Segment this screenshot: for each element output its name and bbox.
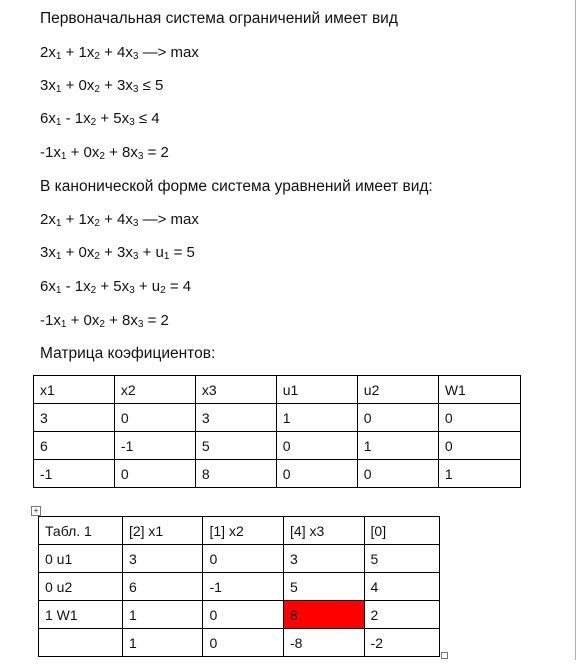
table-cell[interactable]: 1 [122, 629, 203, 657]
equation-term: + 5x [96, 110, 130, 127]
header-cell[interactable]: Табл. 1 [39, 517, 123, 545]
header-cell[interactable]: W1 [438, 376, 520, 404]
table-cell[interactable]: 3 [34, 404, 115, 432]
equation-term: = 5 [169, 244, 195, 261]
equation-term: + u [134, 278, 161, 295]
equation-term: + 8x [104, 144, 138, 161]
table-row [34, 404, 521, 432]
equation-line [40, 211, 199, 229]
subscript: 3 [129, 117, 135, 128]
equation-line [40, 244, 195, 262]
header-row [34, 376, 521, 404]
table-cell[interactable]: 0 [357, 460, 438, 488]
coefficient-matrix-table [33, 375, 521, 488]
equation-term: + 4x [99, 211, 133, 228]
table-move-handle-icon[interactable]: + [31, 506, 41, 516]
subscript: 1 [55, 218, 62, 229]
equation-term: + 5x [96, 278, 130, 295]
table-cell[interactable]: 1 [122, 601, 203, 629]
table-cell[interactable]: 0 u1 [39, 545, 123, 573]
table-cell[interactable]: 1 [357, 432, 438, 460]
equation-term: = 2 [143, 312, 169, 329]
table-cell[interactable]: 8 [195, 460, 276, 488]
table-cell[interactable]: 1 [276, 404, 357, 432]
subscript: 3 [132, 218, 139, 229]
table-cell[interactable]: -1 [203, 573, 284, 601]
equation-term: 2x [40, 44, 56, 61]
header-cell[interactable]: [2] x1 [122, 517, 203, 545]
table-row [34, 432, 521, 460]
table-row [39, 545, 440, 573]
subscript: 3 [132, 84, 139, 95]
header-cell[interactable]: [1] x2 [203, 517, 284, 545]
table-cell[interactable]: 5 [195, 432, 276, 460]
table-resize-handle-icon[interactable] [441, 652, 448, 659]
equation-term: —> max [138, 211, 199, 228]
table-cell[interactable]: 0 [357, 404, 438, 432]
table-cell[interactable]: 3 [195, 404, 276, 432]
equation-term: + 0x [61, 244, 95, 261]
table-cell[interactable]: 5 [284, 573, 365, 601]
equation-term: + 8x [104, 312, 138, 329]
subscript: 2 [90, 285, 97, 296]
subscript: 3 [132, 251, 139, 262]
equation-line [40, 77, 163, 95]
table-cell[interactable]: 0 [276, 460, 357, 488]
table-cell[interactable]: -1 [34, 460, 115, 488]
table-cell[interactable]: 3 [284, 545, 365, 573]
table-cell[interactable]: -1 [114, 432, 195, 460]
equation-term: 6x [40, 110, 56, 127]
table-cell[interactable]: 1 [438, 460, 520, 488]
equation-line [40, 44, 199, 62]
equation-line [40, 144, 169, 162]
equation-term: + 3x [99, 77, 133, 94]
table-cell[interactable]: 0 [276, 432, 357, 460]
equation-term: = 2 [143, 144, 169, 161]
subscript: 1 [55, 51, 62, 62]
subscript: 3 [137, 319, 144, 330]
header-cell[interactable]: x2 [114, 376, 195, 404]
pivot-cell[interactable]: 8 [284, 601, 365, 629]
equation-term: + 1x [61, 44, 95, 61]
equation-line [40, 312, 169, 330]
subscript: 1 [55, 251, 62, 262]
equation-term: -1x [40, 312, 61, 329]
equation-term: -1x [40, 144, 61, 161]
equation-term: 6x [40, 278, 56, 295]
equation-line [40, 278, 191, 296]
equation-term: —> max [138, 44, 199, 61]
table-cell[interactable]: 4 [364, 573, 439, 601]
table-cell[interactable]: 0 [203, 601, 284, 629]
equation-term: + 0x [66, 312, 100, 329]
table-cell[interactable]: -2 [364, 629, 439, 657]
equation-term: - 1x [61, 278, 91, 295]
table-cell[interactable]: 0 [438, 404, 520, 432]
table-cell[interactable]: 5 [364, 545, 439, 573]
header-cell[interactable]: [0] [364, 517, 439, 545]
table-cell[interactable]: 6 [122, 573, 203, 601]
subscript: 2 [90, 117, 97, 128]
equation-term: + u [138, 244, 164, 261]
equation-term: ≤ 4 [134, 110, 160, 127]
subscript: 2 [94, 84, 100, 95]
equation-term: = 4 [165, 278, 192, 295]
equation-term: + 3x [99, 244, 133, 261]
table-cell[interactable]: 0 u2 [39, 573, 123, 601]
subscript: 3 [137, 151, 144, 162]
table-cell[interactable]: 0 [114, 460, 195, 488]
subscript: 1 [55, 117, 62, 128]
section-heading: Матрица коэфициентов: [40, 345, 216, 362]
subscript: 2 [99, 319, 105, 330]
subscript: 2 [94, 218, 100, 229]
equation-term: + 4x [99, 44, 133, 61]
subscript: 2 [94, 251, 100, 262]
table-cell[interactable] [39, 629, 123, 657]
equation-term: + 0x [66, 144, 100, 161]
table-row [39, 573, 440, 601]
header-row [39, 517, 440, 545]
equation-term: 3x [40, 77, 56, 94]
subscript: 1 [55, 285, 62, 296]
table-row [34, 460, 521, 488]
table-cell[interactable]: 0 [114, 404, 195, 432]
section-heading: В канонической форме система уравнений имеет вид: [40, 178, 433, 195]
equation-term: + 0x [61, 77, 95, 94]
table-cell[interactable]: 0 [203, 629, 284, 657]
subscript: 3 [132, 51, 139, 62]
table-cell[interactable]: 2 [364, 601, 439, 629]
subscript: 3 [129, 285, 135, 296]
header-cell[interactable]: u2 [357, 376, 438, 404]
subscript: 1 [55, 84, 62, 95]
subscript: 2 [160, 285, 166, 296]
subscript: 2 [99, 151, 105, 162]
table-row [39, 629, 440, 657]
table-cell[interactable]: 3 [122, 545, 203, 573]
table-cell[interactable]: 0 [203, 545, 284, 573]
equation-line [40, 110, 160, 128]
simplex-table [38, 516, 440, 657]
table-cell[interactable]: -8 [284, 629, 365, 657]
subscript: 2 [94, 51, 100, 62]
subscript: 1 [163, 251, 170, 262]
equation-term: ≤ 5 [138, 77, 164, 94]
table-cell[interactable]: 0 [438, 432, 520, 460]
subscript: 1 [60, 151, 67, 162]
subscript: 1 [60, 319, 67, 330]
section-heading: Первоначальная система ограничений имеет вид [40, 10, 398, 27]
equation-term: 2x [40, 211, 56, 228]
header-cell[interactable]: x3 [195, 376, 276, 404]
header-cell[interactable]: u1 [276, 376, 357, 404]
equation-term: + 1x [61, 211, 95, 228]
equation-term: - 1x [61, 110, 91, 127]
header-cell[interactable]: [4] x3 [284, 517, 365, 545]
table-cell[interactable]: 1 W1 [39, 601, 123, 629]
equation-term: 3x [40, 244, 56, 261]
header-cell[interactable]: x1 [34, 376, 115, 404]
table-cell[interactable]: 6 [34, 432, 115, 460]
table-row [39, 601, 440, 629]
